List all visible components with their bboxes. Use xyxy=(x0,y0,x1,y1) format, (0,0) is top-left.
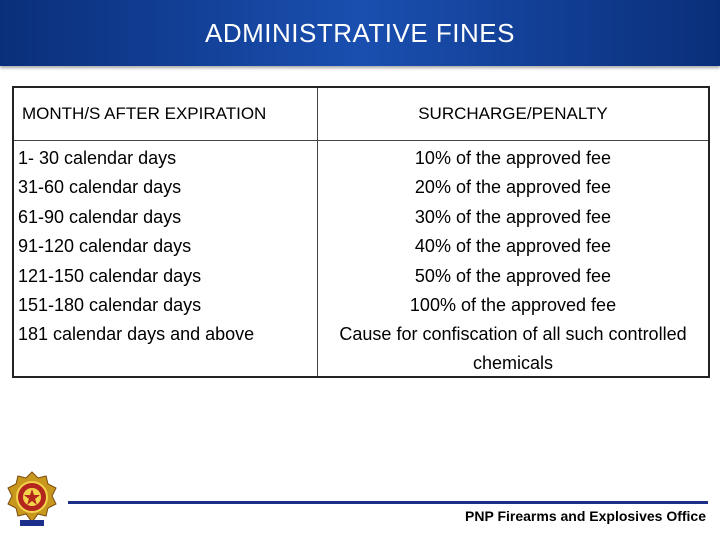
penalty-cell: 20% of the approved fee xyxy=(414,177,612,198)
penalty-cell: 100% of the approved fee xyxy=(409,295,617,316)
penalty-column xyxy=(318,144,708,378)
penalty-cell: 40% of the approved fee xyxy=(414,236,612,257)
penalty-cell: Cause for confiscation of all such controlled chemicals xyxy=(339,324,687,374)
footer-office-name: PNP Firearms and Explosives Office xyxy=(465,508,706,524)
period-cell: 121-150 calendar days xyxy=(18,265,202,286)
period-cell: 91-120 calendar days xyxy=(18,236,192,257)
penalty-cell: 10% of the approved fee xyxy=(414,148,612,168)
period-cell: 31-60 calendar days xyxy=(18,177,182,198)
column-header-period: MONTH/S AFTER EXPIRATION xyxy=(22,104,267,123)
page-title: ADMINISTRATIVE FINES xyxy=(205,18,515,48)
penalty-cell: 50% of the approved fee xyxy=(414,265,612,286)
penalty-cell: 30% of the approved fee xyxy=(414,206,612,227)
footer-divider xyxy=(68,501,708,504)
period-cell: 61-90 calendar days xyxy=(18,206,182,227)
title-bar xyxy=(0,0,720,66)
header-divider xyxy=(14,140,708,141)
column-header-penalty: SURCHARGE/PENALTY xyxy=(418,104,608,123)
period-cell: 151-180 calendar days xyxy=(18,295,202,316)
fines-table xyxy=(12,86,710,378)
pnp-seal-icon xyxy=(6,470,58,530)
period-column xyxy=(18,144,314,350)
period-cell: 1- 30 calendar days xyxy=(18,148,177,168)
period-cell: 181 calendar days and above xyxy=(18,324,255,345)
